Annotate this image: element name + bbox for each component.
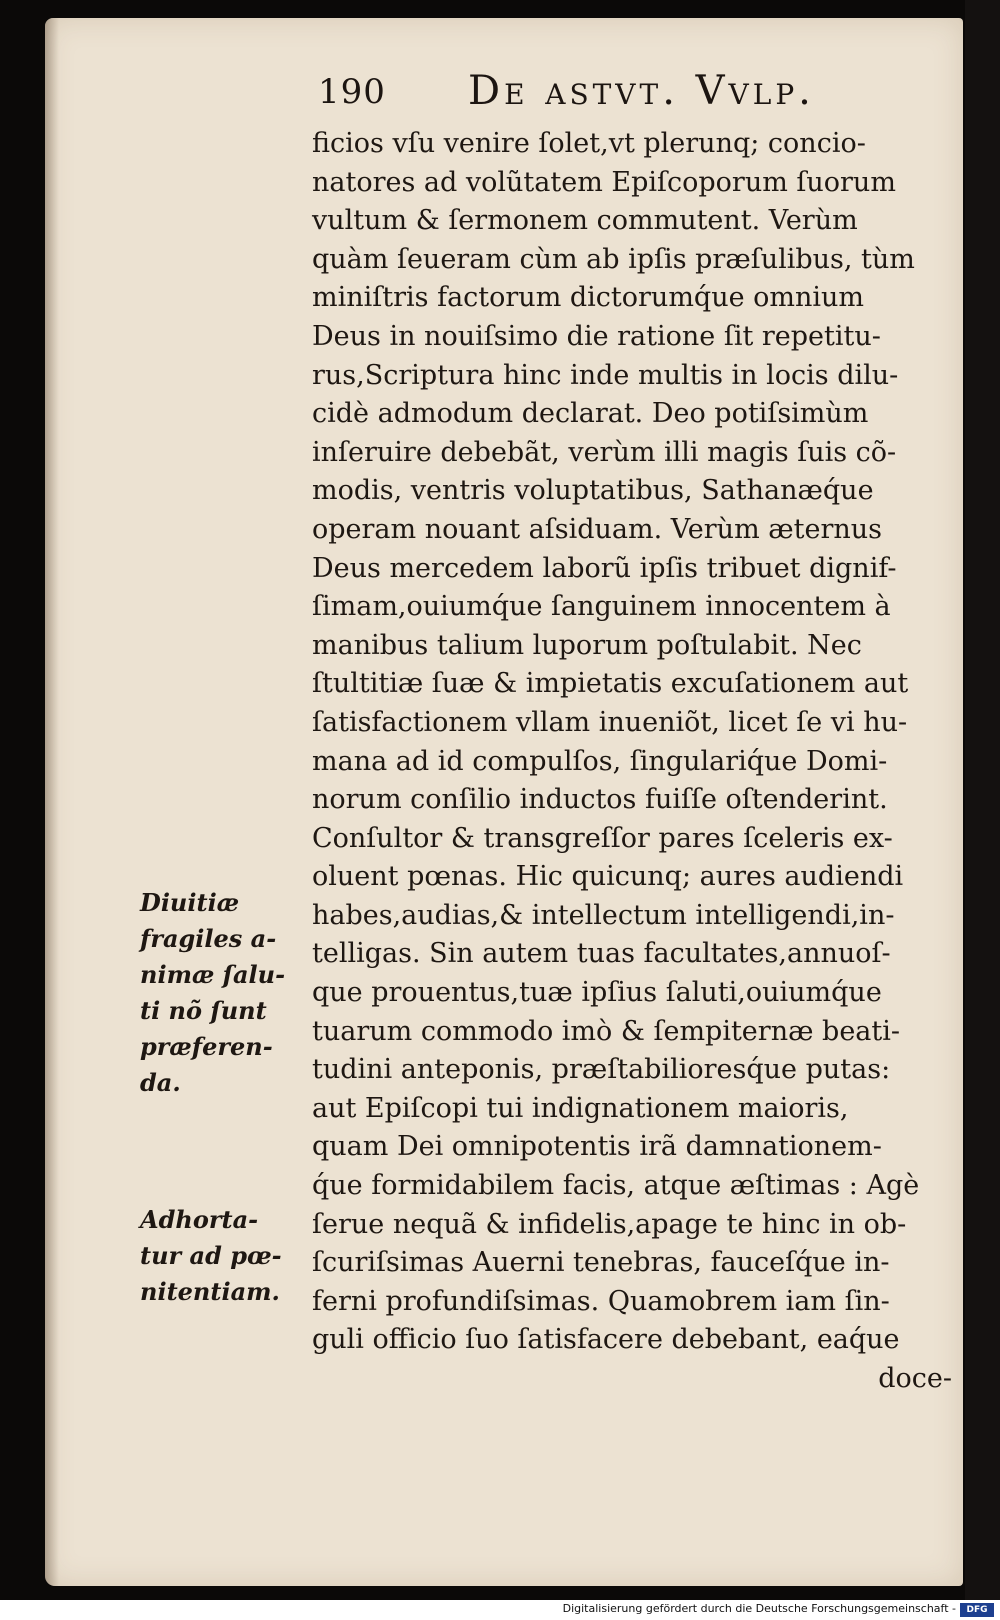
marginal-note-riches	[140, 885, 310, 1101]
marginal-line: Adhorta-	[140, 1205, 259, 1234]
book-edge	[965, 0, 1000, 1600]
text-line: norum conſilio inductos fuiſſe oſtenderint.	[312, 784, 888, 816]
text-line: ſatisfactionem vllam inueniõt, licet ſe vi hu-	[312, 706, 908, 738]
text-line: modis, ventris voluptatibus, Sathanæq́ue	[312, 475, 874, 507]
text-line: telligas. Sin autem tuas facultates,annuoſ-	[312, 938, 891, 970]
running-title: De astvt. Vvlp.	[468, 68, 815, 114]
text-line: habes,audias,& intellectum intelligendi,in-	[312, 899, 895, 931]
digitization-footer	[0, 1600, 1000, 1620]
dfg-logo: DFG	[960, 1603, 994, 1617]
marginal-line: Diuitiæ	[140, 888, 240, 917]
marginal-line: tur ad pœ-	[140, 1241, 282, 1270]
text-line: quam Dei omnipotentis irã damnationem-	[312, 1131, 882, 1163]
text-line: Deus in nouiſsimo die ratione ſit repetitu-	[312, 320, 881, 352]
funding-credit: Digitalisierung gefördert durch die Deutsche Forschungsgemeinschaft -	[562, 1602, 956, 1615]
text-line: oluent pœnas. Hic quicunq; aures audiendi	[312, 861, 904, 893]
page-number: 190	[318, 72, 386, 112]
text-line: ficios vſu venire ſolet,vt plerunq; concio-	[312, 128, 866, 159]
text-line: rus,Scriptura hinc inde multis in locis dilu-	[312, 359, 899, 391]
text-line: miniſtris factorum dictorumq́ue omnium	[312, 282, 865, 314]
text-line: tudini anteponis, præſtabilioresq́ue putas:	[312, 1054, 891, 1086]
text-line: ſcuriſsimas Auerni tenebras, fauceſq́ue in-	[312, 1247, 890, 1279]
marginal-line: præferen-	[140, 1032, 273, 1061]
marginal-line: ti nõ ſunt	[140, 996, 267, 1025]
marginal-note-penitence	[140, 1202, 310, 1310]
text-line: aut Epiſcopi tui indignationem maioris,	[312, 1092, 849, 1124]
text-line: operam nouant aſsiduam. Verùm æternus	[312, 513, 883, 545]
marginal-line: fragiles a-	[140, 924, 277, 953]
text-line: guli officio ſuo ſatisfacere debebant, eaq́ue	[312, 1324, 900, 1356]
text-line: que prouentus,tuæ ipſius ſaluti,ouiumq́ue	[312, 977, 882, 1009]
marginal-line: da.	[140, 1068, 181, 1097]
text-line: cidè admodum declarat. Deo potiſsimùm	[312, 398, 869, 430]
text-line: natores ad volũtatem Epiſcoporum ſuorum	[312, 166, 896, 198]
text-line: ſerue nequã & infidelis,apage te hinc in ob-	[312, 1208, 907, 1240]
text-line: vultum & ſermonem commutent. Verùm	[312, 205, 858, 237]
text-line: mana ad id compulſos, ſingulariq́ue Domi-	[312, 745, 888, 777]
marginal-line: nitentiam.	[140, 1277, 280, 1306]
text-line: ſtultitiæ ſuæ & impietatis excuſationem aut	[312, 668, 909, 700]
text-line: inſeruire debebãt, verùm illi magis ſuis cõ-	[312, 436, 897, 468]
text-line: tuarum commodo imò & ſempiternæ beati-	[312, 1015, 901, 1047]
text-line: manibus talium luporum poſtulabit. Nec	[312, 629, 862, 661]
catchword: doce-	[878, 1363, 952, 1394]
text-line: ſimam,ouiumq́ue ſanguinem innocentem à	[312, 591, 891, 623]
text-line: ferni profundiſsimas. Quamobrem iam ſin-	[312, 1285, 890, 1317]
text-line: Conſultor & transgreſſor pares ſceleris ex-	[312, 822, 893, 854]
page-gutter-shadow	[45, 18, 59, 1586]
marginal-line: nimæ ſalu-	[140, 960, 286, 989]
text-line: Deus mercedem laborũ ipſis tribuet dignif-	[312, 552, 897, 584]
text-line: q́ue formidabilem facis, atque æſtimas : Agè	[312, 1170, 920, 1202]
body-text	[312, 125, 962, 1399]
page-header	[318, 68, 878, 118]
text-line: quàm ſeueram cùm ab ipſis præſulibus, tùm	[312, 243, 915, 275]
